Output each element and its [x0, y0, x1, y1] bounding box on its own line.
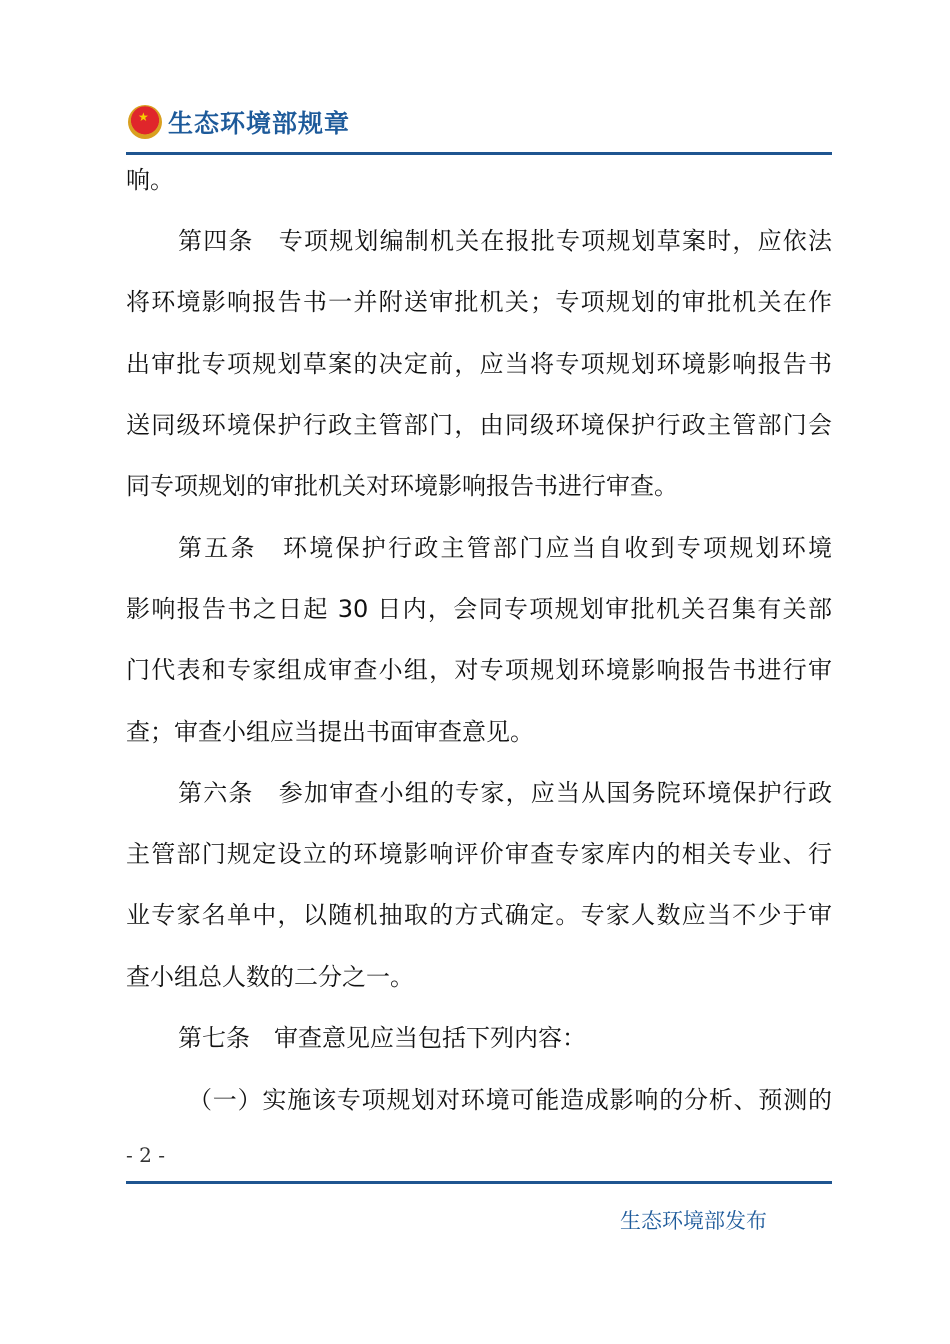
- text-line: 主管部门规定设立的环境影响评价审查专家库内的相关专业、行: [126, 840, 832, 868]
- text-line: 第四条 专项规划编制机关在报批专项规划草案时，应依法: [178, 227, 832, 255]
- text-line: 将环境影响报告书一并附送审批机关；专项规划的审批机关在作: [126, 288, 832, 316]
- text-line: 第五条 环境保护行政主管部门应当自收到专项规划环境: [178, 534, 832, 562]
- text-line: 送同级环境保护行政主管部门，由同级环境保护行政主管部门会: [126, 411, 832, 439]
- page-number: - 2 -: [126, 1143, 165, 1167]
- text-line: 第七条 审查意见应当包括下列内容：: [178, 1024, 586, 1052]
- text-line: 出审批专项规划草案的决定前，应当将专项规划环境影响报告书: [126, 350, 832, 378]
- text-line: （一）实施该专项规划对环境可能造成影响的分析、预测的: [188, 1086, 832, 1114]
- page-header: [128, 102, 350, 142]
- text-line: 查；审查小组应当提出书面审查意见。: [126, 718, 534, 746]
- text-line: 第六条 参加审查小组的专家，应当从国务院环境保护行政: [178, 779, 832, 807]
- header-rule: [126, 152, 832, 155]
- national-emblem-icon: [128, 105, 162, 139]
- footer-publisher: 生态环境部发布: [620, 1209, 767, 1233]
- text-line: 同专项规划的审批机关对环境影响报告书进行审查。: [126, 472, 678, 500]
- text-line: 影响报告书之日起 30 日内，会同专项规划审批机关召集有关部: [126, 595, 832, 623]
- text-line: 响。: [126, 166, 174, 194]
- footer-rule: [126, 1181, 832, 1184]
- text-line: 业专家名单中，以随机抽取的方式确定。专家人数应当不少于审: [126, 901, 832, 929]
- text-line: 门代表和专家组成审查小组，对专项规划环境影响报告书进行审: [126, 656, 832, 684]
- text-line: 查小组总人数的二分之一。: [126, 963, 414, 991]
- header-title: 生态环境部规章: [168, 109, 351, 138]
